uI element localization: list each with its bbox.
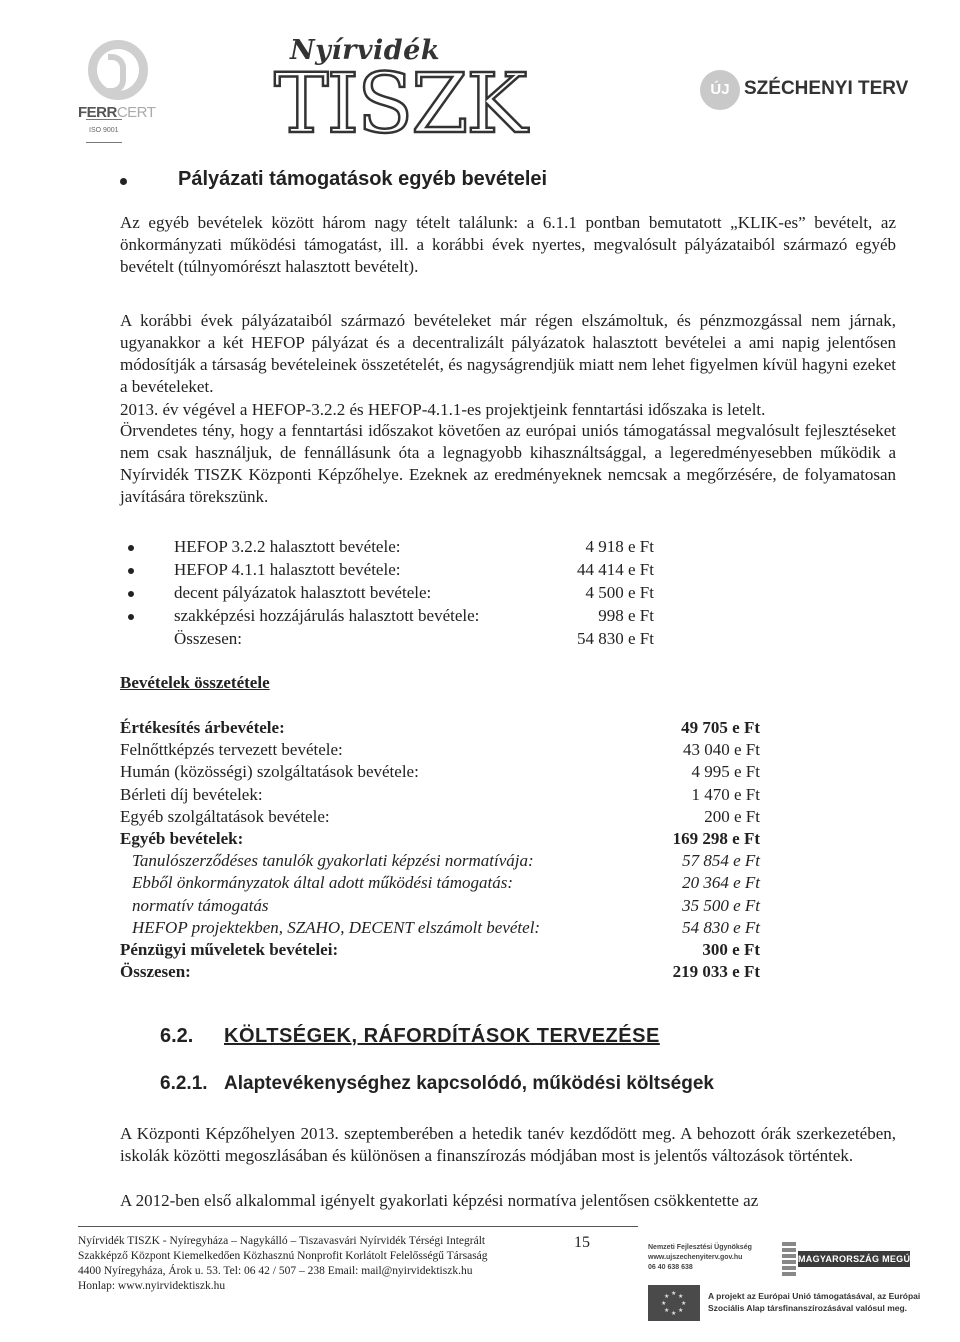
- szechenyi-label: SZÉCHENYI TERV: [744, 78, 909, 99]
- table-row: Egyéb szolgáltatások bevétele: 200 e Ft: [120, 806, 760, 826]
- magyarorszag-megujul-logo: [782, 1242, 929, 1276]
- table-row: normatív támogatás 35 500 e Ft: [132, 895, 760, 915]
- nyirvidek-tiszk-logo: [262, 35, 526, 152]
- paragraph-previous-years: A korábbi évek pályázataiból származó bevételeket már régen elszámoltuk, és pénzmozgással nem járnak, ugyanakkor a két HEFOP pályázat és a decentralizált pályázatok halasztott bevételei a ami napig jelentősen módosítják a társaság bevételeinek összetételét, és nagyságrendjük miatt nem lehet figyelmen kívül hagyni ezeket a bevételeket.: [120, 311, 896, 396]
- paragraph-intro: Az egyéb bevételek között három nagy tételt találunk: a 6.1.1 pontban bemutatott „KLIK-es” bevételt, az önkormányzati működési támogatást, ill. a korábbi évek nyertes, megvalósult pályázataiból származó egyéb bevételt (túlnyomórészt halasztott bevételt).: [120, 213, 896, 276]
- table-row: Pénzügyi műveletek bevételei: 300 e Ft: [120, 939, 760, 959]
- list-item: HEFOP 4.1.1 halasztott bevétele: 44 414 e Ft: [128, 559, 728, 582]
- paragraph-training-site: A Központi Képzőhelyen 2013. szeptemberében a hetedik tanév kezdődött meg. A behozott órák szerkezetében, iskolák közötti megoszlásában és különösen a finanszírozás módjában most is jelentős változások történtek.: [120, 1124, 896, 1165]
- bullet-icon: [128, 614, 134, 620]
- section-number: 6.2.: [160, 1025, 194, 1047]
- iso-label: ISO 9001: [86, 119, 122, 143]
- list-item: szakképzési hozzájárulás halasztott bevétele: 998 e Ft: [128, 605, 728, 628]
- ferr-inner-graphic: [108, 54, 126, 94]
- table-row: Bérleti díj bevételek: 1 470 e Ft: [120, 784, 760, 804]
- table-row: Egyéb bevételek: 169 298 e Ft: [120, 828, 760, 848]
- table-row: Humán (közösségi) szolgáltatások bevétele: 4 995 e Ft: [120, 762, 760, 782]
- section-title: Alaptevékenységhez kapcsolódó, működési költségek: [224, 1073, 714, 1094]
- list-item: HEFOP 3.2.2 halasztott bevétele: 4 918 e Ft: [128, 536, 728, 559]
- deferred-revenue-list: [128, 536, 728, 651]
- nfu-block: Nemzeti Fejlesztési Ügynökség www.ujszechenyiterv.gov.hu 06 40 638 638: [648, 1244, 752, 1271]
- table-row: Tanulószerződéses tanulók gyakorlati képzési normatívája: 57 854 e Ft: [132, 851, 760, 871]
- list-item: decent pályázatok halasztott bevétele: 4 500 e Ft: [128, 582, 728, 605]
- section-6-2-1-heading: [160, 1073, 714, 1095]
- eu-funding-text: A projekt az Európai Unió támogatásával, az Európai Szociális Alap társfinanszírozásával valósul meg.: [708, 1291, 921, 1313]
- table-row-total: Összesen: 219 033 e Ft: [120, 962, 760, 982]
- flag-icon: [782, 1242, 796, 1276]
- table-row: Értékesítés árbevétele: 49 705 e Ft: [120, 718, 760, 737]
- revenue-table: [120, 717, 760, 983]
- szechenyi-badge-icon: ÚJ: [700, 70, 740, 110]
- tiszk-logo-top-text: Nyírvidék: [290, 35, 441, 66]
- bullet-icon: [128, 591, 134, 597]
- bullet-icon: [120, 178, 127, 185]
- paragraph-normative: A 2012-ben első alkalommal igényelt gyakorlati képzési normatíva jelentősen csökkentette az: [120, 1191, 759, 1210]
- bullet-icon: [128, 545, 134, 551]
- list-total: Összesen: 54 830 e Ft: [174, 629, 654, 648]
- ferr-cert-logo: [78, 40, 160, 134]
- bullet-icon: [128, 568, 134, 574]
- section-title: KÖLTSÉGEK, RÁFORDÍTÁSOK TERVEZÉSE: [224, 1025, 660, 1047]
- eu-flag-icon: ★ ★ ★ ★ ★ ★ ★ ★: [648, 1285, 700, 1321]
- paragraph-hefop-end: 2013. év végével a HEFOP-3.2.2 és HEFOP-4.1.1-es projektjeink fenntartási időszaka is letelt.: [120, 400, 766, 419]
- footer-divider: [78, 1226, 638, 1227]
- section-number: 6.2.1.: [160, 1073, 208, 1094]
- revenue-title: Bevételek összetétele: [120, 673, 270, 692]
- table-row: Ebből önkormányzatok által adott működési támogatás: 20 364 e Ft: [132, 873, 760, 893]
- page-number: 15: [574, 1234, 590, 1251]
- section-bullet-title: Pályázati támogatások egyéb bevételei: [178, 168, 548, 190]
- footer-address: Nyírvidék TISZK - Nyíregyháza – Nagykálló – Tiszavasvári Nyírvidék Térségi Integrált Szakképző Központ Kiemelkedően Közhasznú Nonprofit Korlátolt Felelősségű Társaság 4400 Nyíregyháza, Árok u. 53. Tel: 06 42 / 507 – 238 Email: mail@nyirvidektiszk.hu Honlap: www.nyirvidektiszk.hu: [78, 1235, 488, 1292]
- paragraph-results: Örvendetes tény, hogy a fenntartási időszakot követően az európai uniós támogatással megvalósult fejlesztéseket nem csak használjuk, de fennállásunk óta a legnagyobb kihasználtsággal, a legeredményesebben működik a Nyírvidék TISZK Központi Képzőhelye. Ezeknek az eredményeknek nemcsak a megőrzésére, de folyamatosan javítására törekszünk.: [120, 421, 896, 506]
- megujul-label: MAGYARORSZÁG MEGÚJUL: [798, 1251, 910, 1267]
- section-6-2-heading: [160, 1025, 660, 1047]
- table-row: Felnőttképzés tervezett bevétele: 43 040 e Ft: [120, 740, 760, 760]
- ferr-cert-text: FERRCERT: [78, 104, 156, 121]
- tiszk-logo-main-text: TISZK: [274, 57, 526, 152]
- table-row: HEFOP projektekben, SZAHO, DECENT elszámolt bevétel: 54 830 e Ft: [132, 917, 760, 937]
